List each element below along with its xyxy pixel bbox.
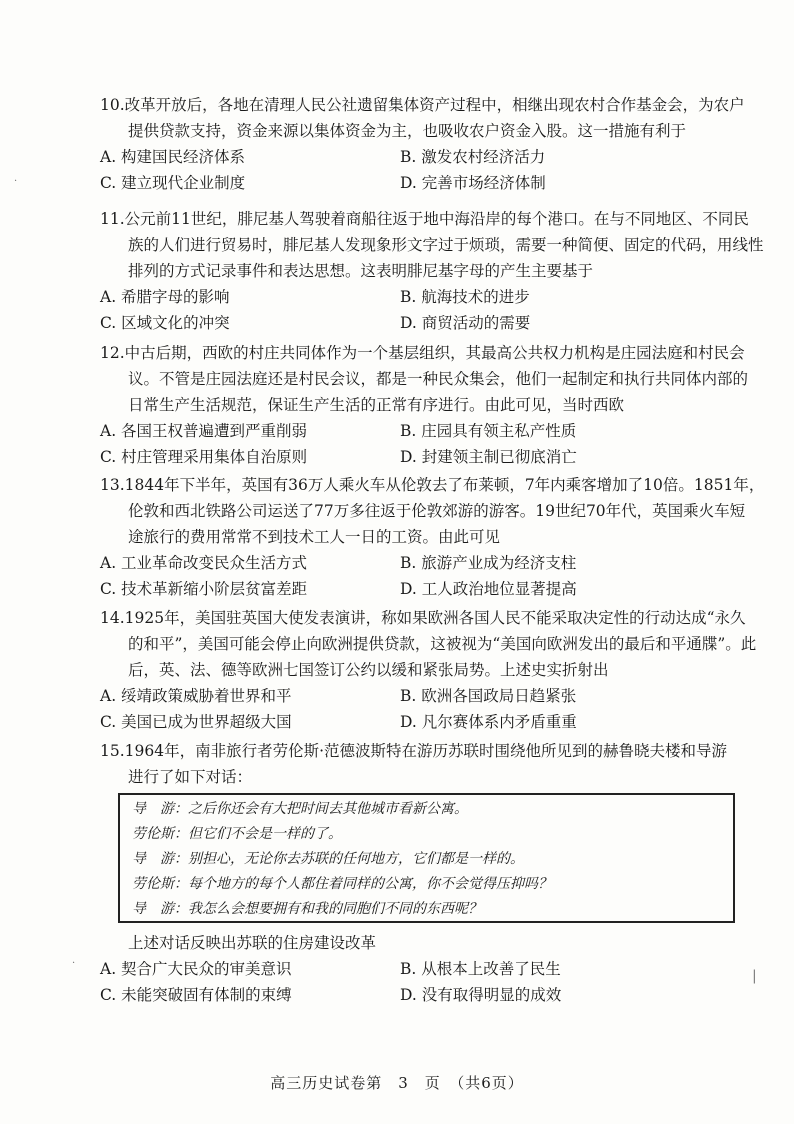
stem-line: 途旅行的费用常常不到技术工人一日的工资。由此可见 xyxy=(128,528,501,546)
stem-line: 11.公元前11世纪，腓尼基人驾驶着商船往返于地中海沿岸的每个港口。在与不同地区、不同民 xyxy=(100,210,749,228)
stem-line: 的和平”，美国可能会停止向欧洲提供贷款，这被视为“美国向欧洲发出的最后和平通牒”。此 xyxy=(128,635,757,653)
option-d: D. 没有取得明显的成效 xyxy=(400,986,562,1004)
question-13 xyxy=(100,472,765,602)
option-b: B. 庄园具有领主私产性质 xyxy=(400,422,577,440)
question-10 xyxy=(100,92,745,196)
scan-speck: · xyxy=(72,958,76,969)
option-d: D. 商贸活动的需要 xyxy=(400,314,531,332)
stem-line: 伦敦和西北铁路公司运送了77万多往返于伦敦郊游的游客。19世纪70年代，英国乘火车短 xyxy=(128,502,746,520)
page-footer: 高三历史试卷第 3 页 （共6页） xyxy=(270,1074,524,1092)
question-15 xyxy=(100,738,730,790)
options xyxy=(100,550,730,602)
option-d: D. 完善市场经济体制 xyxy=(400,174,546,192)
question-stem xyxy=(100,738,730,790)
stem-line: 后，英、法、德等欧洲七国签订公约以缓和紧张局势。上述史实折射出 xyxy=(128,661,609,679)
option-a: A. 构建国民经济体系 xyxy=(100,148,246,166)
question-stem xyxy=(100,340,749,418)
dialog-line: 劳伦斯：但它们不会是一样的了。 xyxy=(132,826,342,842)
question-stem xyxy=(100,605,757,683)
stem-line: 13.1844年下半年，英国有36万人乘火车从伦敦去了布莱顿，7年内乘客增加了10倍。1851年， xyxy=(100,476,765,494)
option-c: C. 区域文化的冲突 xyxy=(100,314,230,332)
stem-line: 提供贷款支持，资金来源以集体资金为主，也吸收农户资金入股。这一措施有利于 xyxy=(128,122,687,140)
stem-line: 14.1925年，美国驻英国大使发表演讲，称如果欧洲各国人民不能采取决定性的行动达成“永久 xyxy=(100,609,746,627)
option-d: D. 工人政治地位显著提高 xyxy=(400,580,577,598)
option-a: A. 工业革命改变民众生活方式 xyxy=(100,554,308,572)
option-a: A. 契合广大民众的审美意识 xyxy=(100,960,292,978)
option-a: A. 绥靖政策威胁着世界和平 xyxy=(100,687,292,705)
stem-line: 上述对话反映出苏联的住房建设改革 xyxy=(128,934,377,952)
question-12 xyxy=(100,340,749,470)
stem-line: 日常生产生活规范，保证生产生活的正常有序进行。由此可见，当时西欧 xyxy=(128,396,625,414)
option-c: C. 建立现代企业制度 xyxy=(100,174,246,192)
dialog-line: 劳伦斯：每个地方的每个人都住着同样的公寓，你不会觉得压抑吗？ xyxy=(132,876,552,892)
dialog-line: 导 游：我怎么会想要拥有和我的同胞们不同的东西呢？ xyxy=(132,901,482,917)
option-a: A. 各国王权普遍遭到严重削弱 xyxy=(100,422,308,440)
options xyxy=(100,683,730,735)
option-c: C. 未能突破固有体制的束缚 xyxy=(100,986,292,1004)
option-d: D. 封建领主制已彻底消亡 xyxy=(400,448,577,466)
question-stem xyxy=(100,472,765,550)
options xyxy=(100,284,730,336)
question-11 xyxy=(100,206,764,336)
scan-speck: | xyxy=(752,968,757,984)
stem-line: 进行了如下对话： xyxy=(128,768,253,786)
option-d: D. 凡尔赛体系内矛盾重重 xyxy=(400,713,577,731)
question-stem xyxy=(100,92,745,144)
stem-line: 10.改革开放后，各地在清理人民公社遗留集体资产过程中，相继出现农村合作基金会，为农户 xyxy=(100,96,745,114)
dialog-line: 导 游：别担心，无论你去苏联的任何地方，它们都是一样的。 xyxy=(132,851,524,867)
option-c: C. 美国已成为世界超级大国 xyxy=(100,713,292,731)
question-14 xyxy=(100,605,757,735)
option-b: B. 从根本上改善了民生 xyxy=(400,960,561,978)
option-c: C. 村庄管理采用集体自治原则 xyxy=(100,448,308,466)
stem-line: 15.1964年，南非旅行者劳伦斯·范德波斯特在游历苏联时围绕他所见到的赫鲁晓夫楼和导游 xyxy=(100,742,728,760)
option-b: B. 欧洲各国政局日趋紧张 xyxy=(400,687,577,705)
stem-line: 族的人们进行贸易时，腓尼基人发现象形文字过于烦琐，需要一种简便、固定的代码，用线性 xyxy=(128,236,764,254)
option-b: B. 航海技术的进步 xyxy=(400,288,530,306)
option-b: B. 激发农村经济活力 xyxy=(400,148,546,166)
option-b: B. 旅游产业成为经济支柱 xyxy=(400,554,577,572)
options xyxy=(100,418,730,470)
option-a: A. 希腊字母的影响 xyxy=(100,288,230,306)
option-c: C. 技术革新缩小阶层贫富差距 xyxy=(100,580,308,598)
stem-line: 议。不管是庄园法庭还是村民会议，都是一种民众集会，他们一起制定和执行共同体内部的 xyxy=(128,370,749,388)
question-15-continuation xyxy=(100,930,730,1008)
scan-speck: · xyxy=(14,176,18,187)
stem-line: 12.中古后期，西欧的村庄共同体作为一个基层组织，其最高公共权力机构是庄园法庭和村民会 xyxy=(100,344,745,362)
dialog-box xyxy=(118,793,735,923)
dialog-line: 导 游：之后你还会有大把时间去其他城市看新公寓。 xyxy=(132,801,468,817)
options xyxy=(100,144,730,196)
options xyxy=(100,956,730,1008)
question-stem xyxy=(100,206,764,284)
stem-line: 排列的方式记录事件和表达思想。这表明腓尼基字母的产生主要基于 xyxy=(128,262,594,280)
